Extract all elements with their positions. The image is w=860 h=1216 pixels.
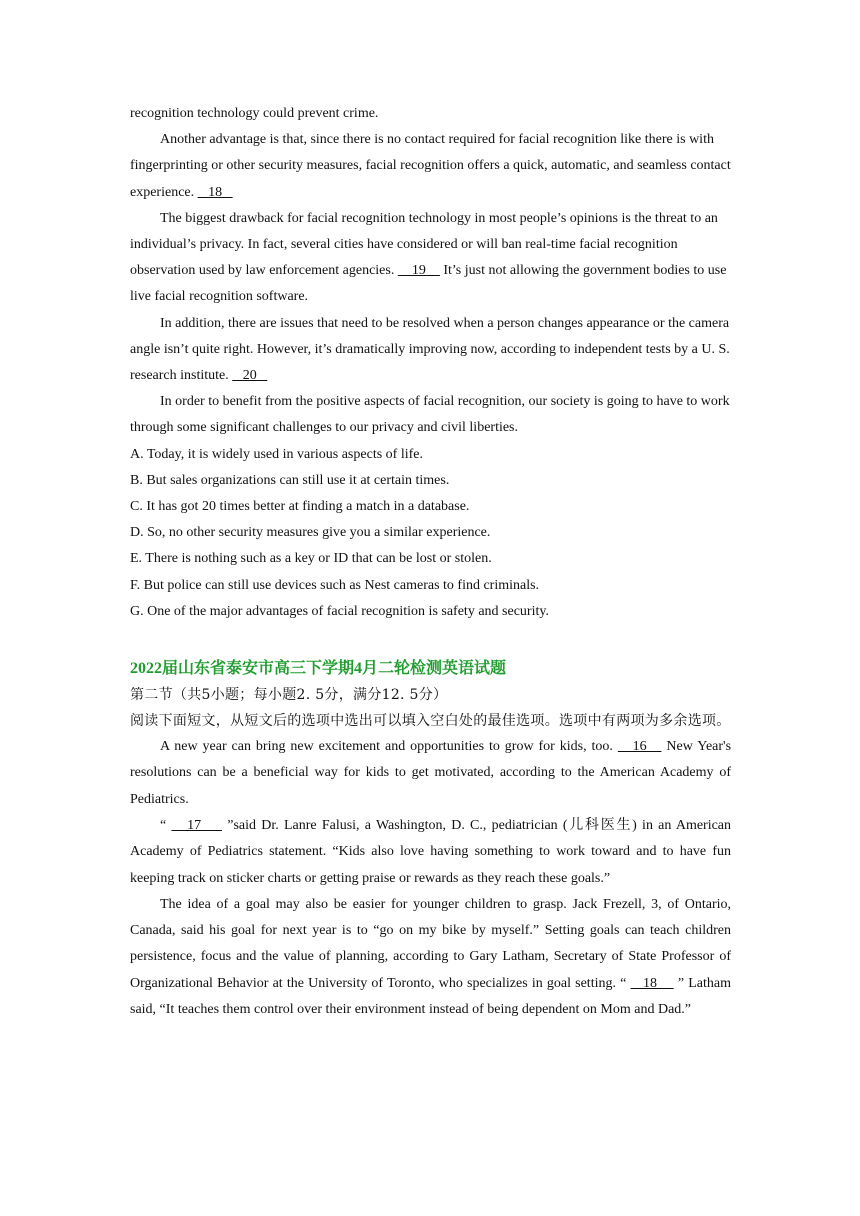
option-b: B. But sales organizations can still use it at certain times. <box>130 472 450 488</box>
paragraph: In addition, there are issues that need to be resolved when a person changes appearance or the camera angle isn’t quite right. However, it’s dramatically improving now, according to independent tests by a U. S. research institute. 20 <box>130 315 730 384</box>
paragraph: “ 17 ”said Dr. Lanre Falusi, a Washington, D. C., pediatrician (儿科医生) in an American Academy of Pediatrics statement. “Kids also love having something to work toward and to have fun keeping track on sticker charts or getting praise or rewards as they reach these goals.” <box>130 817 732 886</box>
paragraph: recognition technology could prevent crime. <box>130 106 379 121</box>
answer-blank: 18 <box>197 184 233 200</box>
instructions: 阅读下面短文，从短文后的选项中选出可以填入空白处的最佳选项。选项中有两项为多余选项。 <box>130 713 731 730</box>
paragraph: The idea of a goal may also be easier for younger children to grasp. Jack Frezell, 3, of Ontario, Canada, said his goal for next year is to “go on my bike by myself.” Setting goals can teach children persistence, focus and the value of planning, according to Gary Latham, Secretary of State Professor of Organizational Behavior at the University of Toronto, who specializes in goal setting. “ 18 ” Latham said, “It teaches them control over their environment instead of being dependent on Mom and Dad.” <box>130 896 731 1018</box>
document-body <box>130 101 731 1023</box>
paragraph: A new year can bring new excitement and opportunities to grow for kids, too. 16 New Year's resolutions can be a beneficial way for kids to get motivated, according to the American Academy of Pediatrics. <box>130 739 732 807</box>
answer-blank: 18 <box>630 975 674 991</box>
section-title: 2022届山东省泰安市高三下学期4月二轮检测英语试题 <box>130 660 507 678</box>
answer-blank: 19 <box>397 263 440 279</box>
paragraph: Another advantage is that, since there is no contact required for facial recognition like there is with fingerprinting or other security measures, facial recognition offers a quick, automatic, and seamless contact experience. 18 <box>130 132 731 200</box>
option-g: G. One of the major advantages of facial recognition is safety and security. <box>130 603 549 619</box>
option-a: A. Today, it is widely used in various aspects of life. <box>130 446 423 462</box>
answer-blank: 16 <box>617 739 662 755</box>
option-d: D. So, no other security measures give you a similar experience. <box>130 525 491 541</box>
answer-blank: 20 <box>232 368 268 384</box>
section-subtitle: 第二节（共5小题；每小题2. 5分，满分12. 5分） <box>130 687 448 704</box>
option-f: F. But police can still use devices such as Nest cameras to find criminals. <box>130 577 540 593</box>
option-e: E. There is nothing such as a key or ID that can be lost or stolen. <box>130 551 492 567</box>
answer-blank: 17 <box>171 817 223 833</box>
paragraph: The biggest drawback for facial recognition technology in most people’s opinions is the threat to an individual’s privacy. In fact, several cities have considered or will ban real-time facial recognition observation used by law enforcement agencies. 19 It’s just not allowing the government bodies to use live facial recognition software. <box>130 210 727 305</box>
paragraph: In order to benefit from the positive aspects of facial recognition, our society is going to have to work through some significant challenges to our privacy and civil liberties. <box>130 394 730 436</box>
option-c: C. It has got 20 times better at finding a match in a database. <box>130 499 470 515</box>
options-list <box>130 442 731 625</box>
